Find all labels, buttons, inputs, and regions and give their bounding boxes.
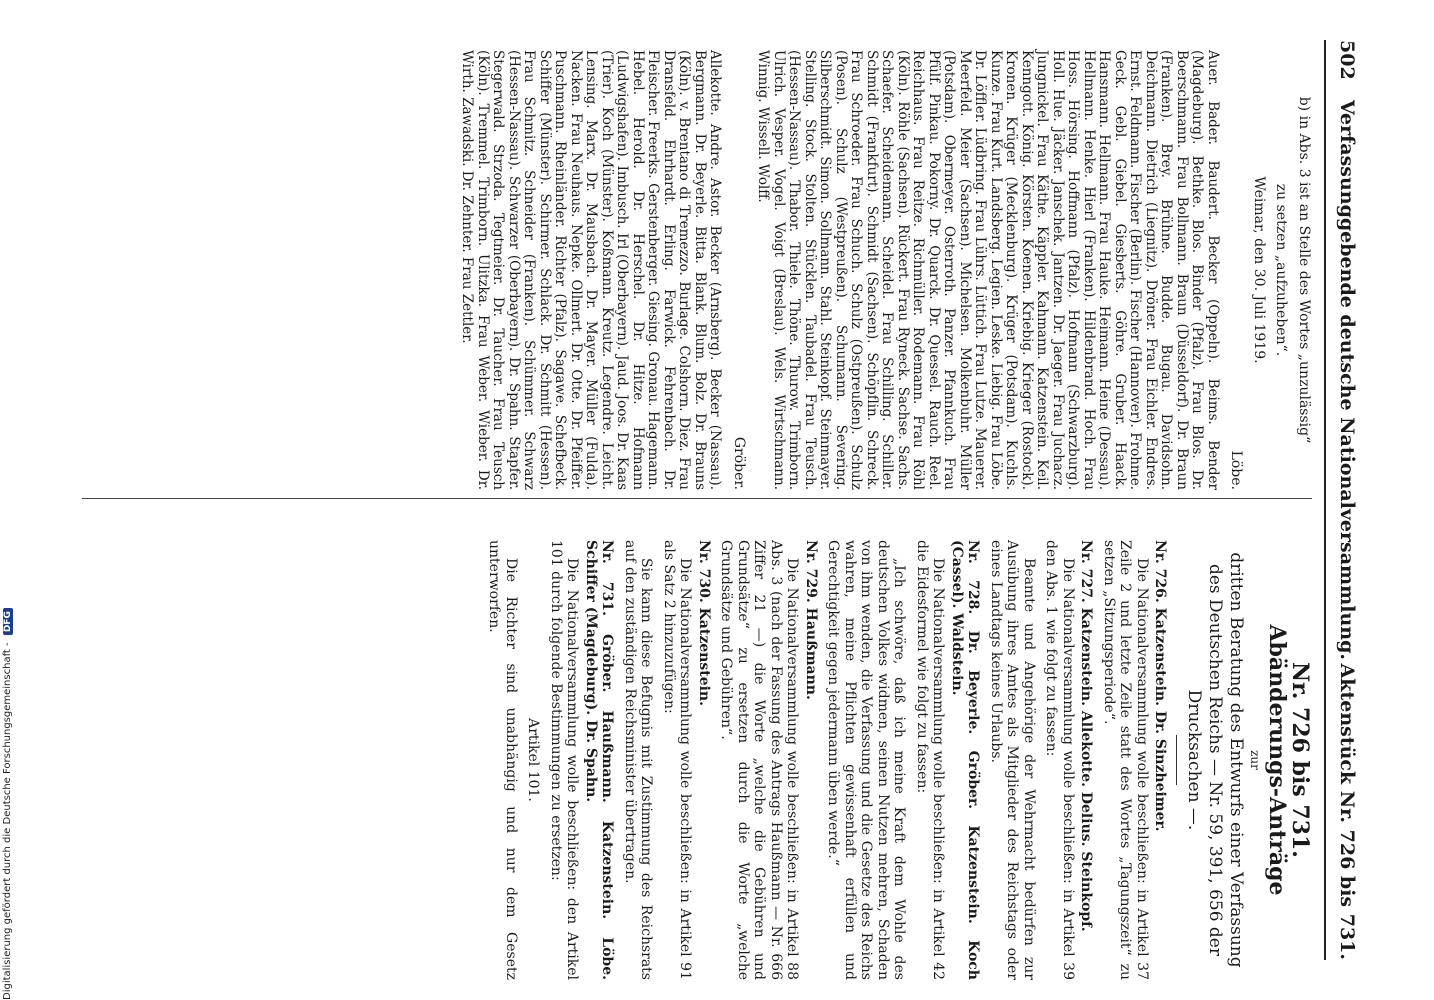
motion-731-heading: Nr. 731. Gröber. Haußmann. Katzenstein. Löbe. Schiffer (Magdeburg). Dr. Spahn. (583, 540, 616, 980)
header-rule (1324, 40, 1326, 960)
motion-729-text: Die Nationalversammlung wolle beschließen: in Artikel 88 Abs. 3 (nach der Fassung des Antrags Haußmann — Nr. 666 Ziffer 21 —) die Worte „welche die Gebühren und Grundsätze“ zu ersetzen durch die Worte „welche Grundsätze und Gebühren“. (718, 540, 801, 980)
document-number-title: Nr. 726 bis 731. (1287, 662, 1313, 858)
right-column (480, 540, 1312, 980)
motion-727-heading: Nr. 727. Katzenstein. Allekotte. Delius. Steinkopf. (1078, 540, 1095, 932)
signatory-groeber: Gröber. (731, 436, 747, 490)
intro-line-1: b) in Abs. 3 ist an Stelle des Wortes „unzulässig“ (1296, 96, 1312, 444)
motion-729-heading: Nr. 729. Haußmann. (803, 540, 819, 700)
motion-731-quote: Die Richter sind unabhängig und nur dem Gesetz unterworfen. (486, 540, 519, 980)
digitization-footer (2, 0, 22, 1000)
column-divider (82, 498, 1312, 499)
document-reference: Aktenstück Nr. 726 bis 731. (1336, 663, 1358, 960)
motion-726-heading: Nr. 726. Katzenstein. Dr. Sinzheimer. (1152, 540, 1169, 832)
signatory-list-2: Allekotte. Andre. Astor. Becker (Arnsberg). Becker (Nassau). Bergmann. Dr. Beyerle. Bitta. Blank. Blum. Bolz. Dr. Brauns (Köln). v. Brentano di Tremezzo. Burlage. Colshorn. Diez. Frau Dransfeld. Ehrhardt. Erling. Farwick. Fehrenbach. Dr. Fleischer. Freerks. Gerstenberger. Giesing. Gronau. Hagemann. Hebel. Herold. Dr. Herschel. Dr. Hitze. Hofmann (Ludwigshafen). Imbusch. Irl (Oberbayern). Jaud. Joos. Dr. Kaas (Trier). Koch (Münster). Koßmann. Kreutz. Legendre. Leicht. Lensing. Marx. Dr. Mausbach. Dr. Mayer. Müller (Fulda). Nacken. Frau Neuhaus. Nepke. Ollmert. Dr. Otte. Dr. Pfeiffer. Puschmann. Rheinländer. Richter (Pfalz). Sagawe. Schefbeck. Schiffer (Münster). Schirmer. Schlack. Dr. Schmitt (Hessen). Frau Schmitz. Schneider (Franken). Schümmer. Schwarz (Hessen-Nassau). Schwarzer (Oberbayern). Dr. Spahn. Stapfer. Stegerwald. Strzoda. Tegtmeier. Dr. Taucher. Frau Teusch (Köln). Tremmel. Trimborn. Ulitzka. Frau Weber. Wieber. Dr. Wirth. Zawadski. Dr. Zehnter. Frau Zettler. (459, 50, 724, 490)
motion-730-heading: Nr. 730. Katzenstein. (696, 540, 712, 706)
subtitle: dritten Beratung des Entwurfs einer Verfassung des Deutschen Reichs — Nr. 59, 391, 656 der Drucksachen —. (1184, 552, 1247, 968)
title-rule (1177, 735, 1178, 785)
motion-731-text: Die Nationalversammlung wolle beschließen: den Artikel 101 durch folgende Bestimmungen zu ersetzen: (548, 540, 581, 980)
motion-728-quote: „Ich schwöre, daß ich meine Kraft dem Wohle des deutschen Volkes widmen, seinen Nutzen mehren, Schaden von ihm wenden, die Verfassung und die Gesetze des Reichs wahren, meine Pflichten gewissenhaft erfüllen und Gerechtigkeit gegen jedermann üben werde.“ (825, 540, 908, 980)
page-header (1326, 40, 1360, 960)
date-line: Weimar, den 30. Juli 1919. (1251, 176, 1267, 364)
motion-726-text: Die Nationalversammlung wolle beschließen: in Artikel 37 Zeile 2 und letzte Zeile statt des Wortes „Tagungszeit“ zu setzen „Sitzungsperiode“. (1101, 540, 1150, 980)
signatory-loebe: Löbe. (1228, 450, 1245, 490)
running-title: Verfassunggebende deutsche Nationalversammlung. (1336, 100, 1358, 660)
motion-727-quote: Beamte und Angehörige der Wehrmacht bedürfen zur Ausübung ihres Amtes als Mitglieder des Reichstags oder eines Landtags keines Urlaubs. (988, 540, 1037, 980)
page-number: 502 (1336, 40, 1358, 80)
document-page (70, 0, 1370, 1000)
motion-727-text: Die Nationalversammlung wolle beschließen: in Artikel 39 den Abs. 1 wie folgt zu fassen: (1043, 540, 1076, 980)
motion-731-article: Artikel 101. (525, 718, 542, 802)
signatory-list-1: Auer. Bader. Baudert. Becker (Oppeln). Beims. Bender (Magdeburg). Bethke. Blos. Binder (Pfalz). Frau Blos. Dr. Boerschmann. Frau Bollmann. Braun (Düsseldorf). Dr. Braun (Franken). Brey. Brühne. Budde. Bugau. Davidsohn. Deichmann. Dietrich (Liegnitz). Dröner. Frau Eichler. Endres. Ernst. Feldmann. Fischer (Berlin). Fischer (Hannover). Frohme. Geck. Gebl. Giebel. Giesberts. Göhre. Gruber. Haack. Hansmann. Hellmann. Frau Hauke. Heimann. Heine (Dessau). Hellmann. Henke. Hierl (Franken). Hildenbrand. Hoch. Frau Hoss. Hörsing. Hoffmann (Pfalz). Hofmann (Schwarzburg). Holl. Hue. Jäcker. Janschek. Jantzen. Dr. Jaeger. Frau Juchacz. Jungnickel. Frau Käthe. Käppler. Kahmann. Katzenstein. Keil. Kenngott. König. Körsten. Koenen. Kriebig. Krieger (Rostock). Kronen. Krüger (Mecklenburg). Krüger (Potsdam). Kuchls. Kunze. Frau Kurt. Landsberg. Legien. Leske. Liebig. Frau Löbe. Dr. Löffler. Lüdbring. Frau Lührs. Lüttich. Frau Lutze. Mauerer. Meerfeld. Meier (Sachsen). Michelsen. Molkenbuhr. Müller (Potsdam). Obermeyer. Osterroth. Panzer. Pfannkuch. Frau Pfülf. Pinkau. Pokorny. Dr. Quarck. Dr. Quessel. Rauch. Reel. Reichhaus. Frau Reitze. Richmüller. Rodemann. Frau Röhl (Köln). Röhle (Sachsen). Rückert. Frau Ryneck. Sachse. Sachs. Schaefer. Scheidemann. Scheidel. Frau Schilling. Schiller. Schmidt (Frankfurt). Schmidt (Sachsen). Schöpflin. Schreck. Frau Schroeder. Frau Schuch. Schulz (Ostpreußen). Schulz (Posen). Schulz (Westpreußen). Schumann. Severing. Silberschmidt. Simon. Sollmann. Stahl. Steinkopf. Steinmayer. Stelling. Stock. Stolten. Stücklen. Taubadel. Frau Teusch. (Hessen-Nassau). Thabor. Thiele. Thöne. Thurow. Trimborn. Ulrich. Vesper. Vogel. Voigt (Breslau). Wels. Wirtschmann. Winnig. Wissell. Wolff. (755, 50, 1221, 490)
motion-730-quote: Sie kann diese Befugnis mit Zustimmung des Reichsrats auf den zuständigen Reichsminister übertragen. (622, 540, 655, 980)
footer-text: Digitalisierung gefördert durch die Deutsche Forschungsgemeinschaft - (2, 642, 13, 1000)
left-column (451, 50, 1312, 490)
main-title: Abänderungs-Anträge (1264, 624, 1291, 896)
motion-730-text: Die Nationalversammlung wolle beschließen: in Artikel 91 als Satz 2 hinzuzufügen: (661, 540, 694, 980)
intro-line-2: zu setzen „aufzuheben“. (1273, 183, 1290, 357)
motion-728-text: Die Nationalversammlung wolle beschließen: in Artikel 42 die Eidesformel wie folgt zu fassen: (914, 540, 947, 980)
title-connector: zur (1248, 750, 1262, 770)
motion-728-heading: Nr. 728. Dr. Beyerle. Gröber. Katzenstein. Koch (Cassel). Waldstein. (949, 540, 982, 980)
dfg-logo: DFG (3, 608, 13, 635)
